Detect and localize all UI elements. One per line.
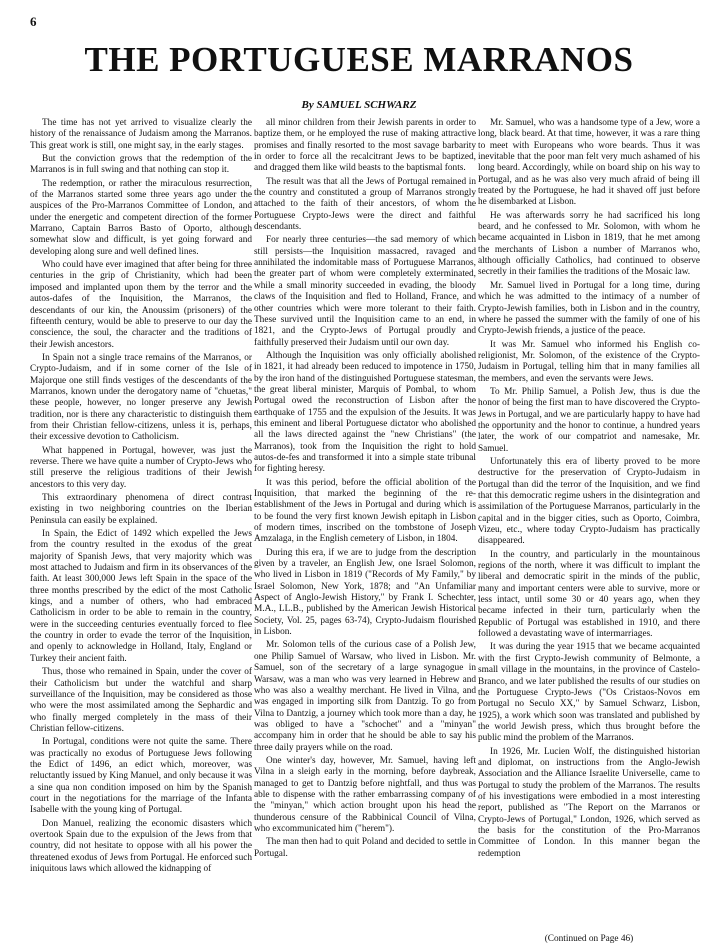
article-title: THE PORTUGUESE MARRANOS xyxy=(84,40,634,79)
text-column-2 xyxy=(254,118,476,928)
paragraph: Who could have ever imagined that after being for three centuries in the grip of Christianity, which had been imposed and implanted upon them by the terror and the autos-dafes of the Inquisition, the Marranos, the descendants of our kin, the Anoussim (prisoners) of the fifteenth century, would be able to preserve to our day the conscience, the soul, the character and the traditions of their Jewish ancestors. xyxy=(30,260,252,350)
paragraph: The result was that all the Jews of Portugal remained in the country and constituted a group of Marranos strongly attached to the faith of their ancestors, of whom the Portuguese Crypto-Jews were the direct and faithful descendants. xyxy=(254,176,476,233)
paragraph: Although the Inquisition was only officially abolished in 1821, it had already been reduced to impotence in 1750, by the iron hand of the distinguished Portuguese statesman, the great liberal minister, Marquis of Pombal, to whom Portugal owed the reconstruction of Lisbon after the earthquake of 1755 and the expulsion of the Jesuits. It was this eminent and liberal Portuguese dictator who abolished all the laws directed against the "new Christians" (the Marranos), took from the Inquisition the right to hold autos-de-fes and transformed it into a simple state tribunal for fighting heresy. xyxy=(254,350,476,475)
paragraph: It was this period, before the official abolition of the Inquisition, that marked the beginning of the re-establishment of the Jews in Portugal and during which is to be found the very first known Jewish epitaph in Lisbon of modern times, inscribed on the tombstone of Joseph Amzalaga, in the English cemetery of Lisbon, in 1804. xyxy=(254,477,476,545)
paragraph: For nearly three centuries—the sad memory of which still persists—the Inquisition massacred, ravaged and annihilated the indomitable mass of Portuguese Marranos, the greater part of whom were completely exterminated, while a small minority succeeded in evading, the bloody claws of the Inquisition and fled to Holland, France, and other countries which were more tolerant to their faith. These survived until the Inquisition came to an end, in 1821, and the Crypto-Jews of Portugal proudly and faithfully preserved their Judaism until our own day. xyxy=(254,235,476,348)
paragraph: all minor children from their Jewish parents in order to baptize them, or he employed the ruse of making attractive promises and finally resorted to the most savage barbarity in order to force all the recalcitrant Jews to be baptized, and dragged them like wild beasts to the baptismal fonts. xyxy=(254,118,476,174)
paragraph: This extraordinary phenomena of direct contrast existing in two neighboring countries on the Iberian Peninsula can easily be explained. xyxy=(30,493,252,526)
paragraph: In Spain not a single trace remains of the Marranos, or Crypto-Judaism, and if in some corner of the Isle of Majorque one still finds vestiges of the descendants of the Marranos, known under the derogatory name of "chuetas," these people, however, no longer preserve any Jewish tradition, nor is there any characteristic to distinguish them from their Christian fellow-citizens, unless it is, perhaps, their excessive devotion to Catholicism. xyxy=(30,352,252,443)
paragraph: The man then had to quit Poland and decided to settle in Portugal. xyxy=(254,837,476,859)
text-column-3 xyxy=(478,118,700,928)
paragraph: In 1926, Mr. Lucien Wolf, the distinguished historian and diplomat, on instructions from the Anglo-Jewish Association and the Alliance Israelite Universelle, came to Portugal to study the problem of the Marranos. The results of his investigations were embodied in a most interesting report, published as "The Report on the Marranos or Crypto-Jews of Portugal," London, 1926, which served as the basis for the constitution of the Pro-Marranos Committee of London. In this manner began the redemption xyxy=(478,746,700,859)
paragraph: Thus, those who remained in Spain, under the cover of their Catholicism but under the watchful and sharp surveillance of the Inquisition, may be considered as those who were the most assimilated among the Sephardic and who finally merged completely in the mass of their Christian fellow-citizens. xyxy=(30,667,252,734)
paragraph: Mr. Samuel lived in Portugal for a long time, during which he was admitted to the intimacy of a number of Crypto-Jewish families, both in Lisbon and in the country, where he passed the summer with the family of one of his Crypto-Jewish friends, a justice of the peace. xyxy=(478,280,700,337)
paragraph: He was afterwards sorry he had sacrificed his long beard, and he confessed to Mr. Solomon, with whom he became acquainted in Lisbon in 1819, that he met among the merchants of Lisbon a number of Marranos who, although officially Catholics, had continued to observe secretly in their families the traditions of the Mosaic law. xyxy=(478,210,700,278)
paragraph: In Portugal, conditions were not quite the same. There was practically no exodus of Portuguese Jews following the Edict of 1496, an edict which, moreover, was reluctantly issued by King Manuel, and only because it was a sine qua non condition imposed on him by the Spanish court in the negotiations for the marriage of the Infanta Isabelle with the young king of Portugal. xyxy=(30,737,252,816)
paragraph: Mr. Solomon tells of the curious case of a Polish Jew, one Philip Samuel of Warsaw, who lived in Lisbon. Mr. Samuel, son of the secretary of a large synagogue in Warsaw, was a man who was very learned in Hebrew and who was also a wealthy merchant. He lived in Vilna, and was engaged in importing silk from Dantzig. To go from Vilna to Dantzig, a journey which took more than a day, he was obliged to have a "schochet" and a "minyan" accompany him in order that he should be able to say his three daily prayers while on the road. xyxy=(254,640,476,753)
paragraph: It was during the year 1915 that we became acquainted with the first Crypto-Jewish community of Belmonte, a small village in the mountains, in the province of Castelo-Branco, and we later published the results of our studies on the Portuguese Crypto-Jews ("Os Cristaos-Novos em Portugal no Seculo XX," by Samuel Schwarz, Lisbon, 1925), a work which soon was translated and published by the world Jewish press, which thus brought before the public mind the problem of the Marranos. xyxy=(478,642,700,744)
paragraph: It was Mr. Samuel who informed his English co-religionist, Mr. Solomon, of the existence of the Crypto-Judaism in Portugal, telling him that in many families all the members, and even the servants were Jews. xyxy=(478,339,700,384)
paragraph: The redemption, or rather the miraculous resurrection, of the Marranos started some three years ago under the auspices of the Pro-Marranos Committee of London, and under the energetic and competent direction of the former Marrano, Captain Barros Basto of Oporto, although somewhat slow and difficult, is yet going forward and developing along sure and well defined lines. xyxy=(30,178,252,257)
text-column-1 xyxy=(30,118,252,928)
paragraph: One winter's day, however, Mr. Samuel, having left Vilna in a sleigh early in the morning, before daybreak, managed to get to Dantzig before nightfall, and thus was able to dispense with the rather embarrassing company of the "minyan," which action brought upon his head the thunderous censure of the Rabbinical Council of Vilna, who excommunicated him ("herem"). xyxy=(254,755,476,834)
paragraph: The time has not yet arrived to visualize clearly the history of the renaissance of Judaism among the Marranos. This great work is still, one might say, in the early stages. xyxy=(30,118,252,151)
paragraph: What happened in Portugal, however, was just the reverse. There we have quite a number of Crypto-Jews who still preserve the religious traditions of their Jewish ancestors to this very day. xyxy=(30,445,252,490)
paragraph: Don Manuel, realizing the economic disasters which overtook Spain due to the expulsion of the Jews from that country, did not hesitate to oppose with all his power the threatened exodus of Jews from Portugal. He enforced such iniquitous laws which allowed the kidnapping of xyxy=(30,818,252,874)
paragraph: To Mr. Philip Samuel, a Polish Jew, thus is due the honor of being the first man to have discovered the Crypto-Jews in Portugal, and we are particularly happy to have had the opportunity and the honor to continue, a hundred years later, the work of our compatriot and namesake, Mr. Samuel. xyxy=(478,386,700,454)
paragraph: Mr. Samuel, who was a handsome type of a Jew, wore a long, black beard. At that time, however, it was a rare thing to meet with Europeans who wore beards. Thus it was inevitable that the poor man felt very much ashamed of his long beard. Accordingly, while on board ship on his way to Portugal, and as he was also very much afraid of being ill treated by the Portuguese, he had it shaved off just before he disembarked at Lisbon. xyxy=(478,118,700,208)
page-number: 6 xyxy=(30,14,37,29)
paragraph: In the country, and particularly in the mountainous regions of the north, where it was difficult to implant the liberal and democratic spirit in the minds of the public, many and important centers were able to survive, more or less intact, until some 30 or 40 years ago, when they became infected in their turn, particularly when the Republic of Portugal was established in 1910, and there followed a devastating wave of intermarriages. xyxy=(478,549,700,640)
paragraph: In Spain, the Edict of 1492 which expelled the Jews from the country resulted in the exodus of the great majority of Spanish Jews, that very majority which was most attached to Judaism and firm in its observances of the faith. At least 300,000 Jews left Spain in the space of the three months prescribed by the edict of the most Catholic kings, and a number of others, who had embraced Catholicism in order to be able to remain in the country, were in the succeeding centuries eventually forced to flee the country in order to evade the terror of the Inquisition, and openly to acknowledge in Holland, Italy, England or Turkey their ancient faith. xyxy=(30,529,252,664)
paragraph: Unfortunately this era of liberty proved to be more destructive for the preservation of Crypto-Judaism in Portugal than did the terror of the Inquisition, and we find that this democratic regime ushers in the disintegration and assimilation of the Portuguese Marranos, particularly in the capital and in the bigger cities, such as Oporto, Coimbra, Vizeu, etc., where today Crypto-Judaism has practically disappeared. xyxy=(478,456,700,547)
continued-note: (Continued on Page 46) xyxy=(544,934,634,944)
article-byline: By SAMUEL SCHWARZ xyxy=(301,99,417,111)
paragraph: During this era, if we are to judge from the description given by a traveler, an English Jew, one Israel Solomon, who lived in Lisbon in 1819 ("Records of My Family," by Israel Solomon, New York, 1878; and "An Unfamiliar Aspect of Anglo-Jewish History," by Frank I. Schechter, M.A., LL.B., published by the American Jewish Historical Society, Vol. 25, pages 63-74), Crypto-Judaism flourished in Lisbon. xyxy=(254,547,476,638)
paragraph: But the conviction grows that the redemption of the Marranos is in full swing and that nothing can stop it. xyxy=(30,154,252,176)
